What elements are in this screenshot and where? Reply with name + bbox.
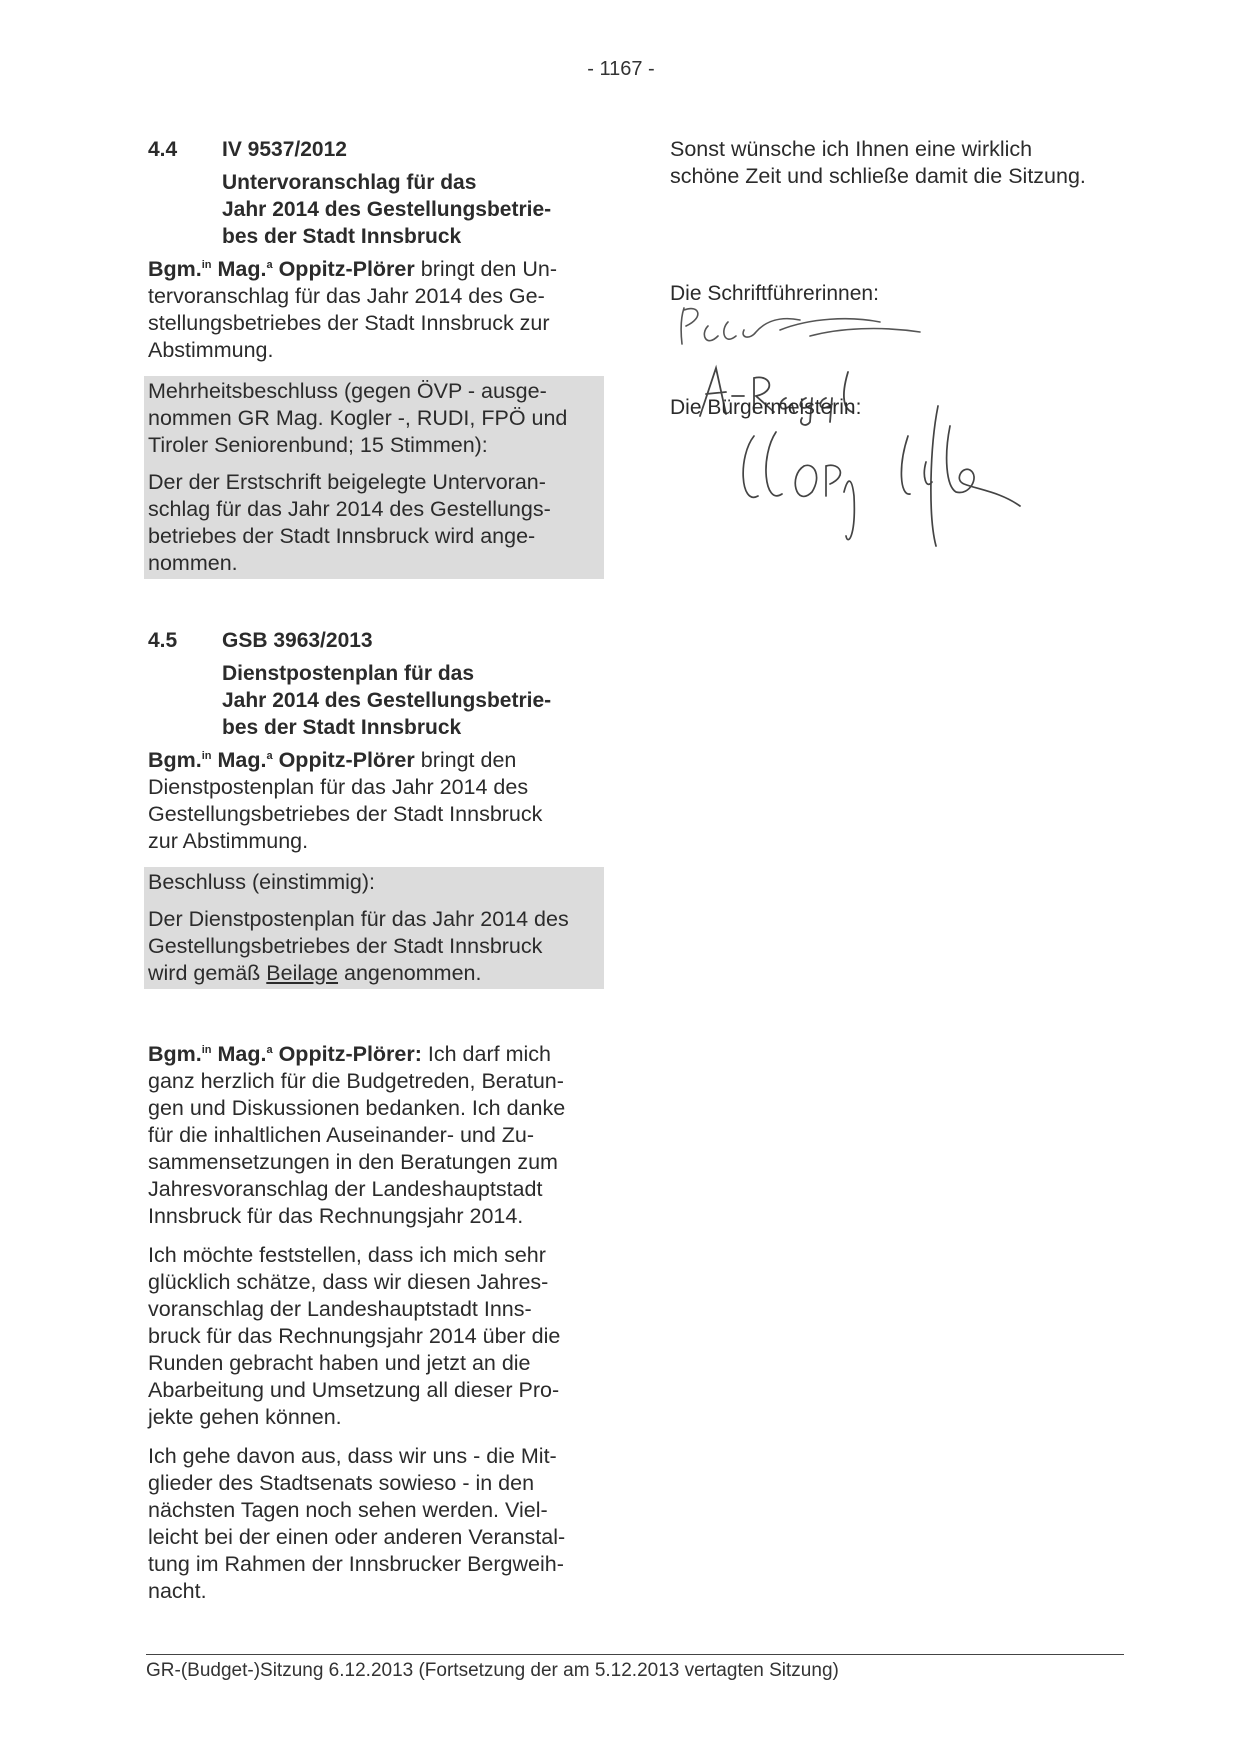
resolution-line: Tiroler Seniorenbund; 15 Stimmen): <box>148 433 488 457</box>
secretaries-label: Die Schriftführerinnen: <box>670 282 879 305</box>
decision-line: Gestellungsbetriebes der Stadt Innsbruck <box>148 934 543 958</box>
agenda-item-4-5 <box>148 627 604 989</box>
item-number: 4.5 <box>148 629 178 652</box>
signature-mayor <box>730 396 1050 546</box>
decision-line: wird gemäß Beilage angenommen. <box>148 961 482 985</box>
item-reference: GSB 3963/2013 <box>222 629 373 652</box>
item-reference: IV 9537/2012 <box>222 138 347 161</box>
footer: GR-(Budget-)Sitzung 6.12.2013 (Fortsetzung der am 5.12.2013 vertagten Sitzung) <box>146 1660 839 1681</box>
title-line: Jahr 2014 des Gestellungsbetrie- <box>222 689 552 712</box>
attachment-link[interactable]: Beilage <box>266 961 339 985</box>
speaker-name: Bgm.$^{in}$ Mag.$^a$ Oppitz-Plörer <box>148 257 415 281</box>
item-title <box>222 169 604 250</box>
title-line: bes der Stadt Innsbruck <box>222 716 462 739</box>
resolution-line: Mehrheitsbeschluss (gegen ÖVP - ausge- <box>148 379 547 403</box>
speaker-name: Bgm.$^{in}$ Mag.$^a$ Oppitz-Plörer: <box>148 1042 422 1066</box>
resolution-box <box>144 376 604 579</box>
closing-paragraph-1: Bgm.$^{in}$ Mag.$^a$ Oppitz-Plörer: Ich darf mich ganz herzlich für die Budgetreden, Beratun- gen und Diskussionen bedanken. Ich danke für die inhaltlichen Auseinander- und Zu- sammensetzungen in den Beratungen zum Jahresvoranschlag der Landeshauptstadt Innsbruck für das Rechnungsjahr 2014. <box>148 1042 566 1228</box>
decision-line: betriebes der Stadt Innsbruck wird ange- <box>148 524 536 548</box>
item-body: Bgm.$^{in}$ Mag.$^a$ Oppitz-Plörer bringt den Dienstpostenplan für das Jahr 2014 des Gestellungsbetriebes der Stadt Innsbruck zur Abstimmung. <box>148 748 543 853</box>
right-column <box>670 136 1150 419</box>
closing-statement: Sonst wünsche ich Ihnen eine wirklich schöne Zeit und schließe damit die Sitzung. <box>670 137 1086 188</box>
mayor-label: Die Bürgermeisterin: <box>670 396 862 419</box>
page-number: - 1167 - <box>587 58 655 80</box>
item-body: Bgm.$^{in}$ Mag.$^a$ Oppitz-Plörer bringt den Un- tervoranschlag für das Jahr 2014 des Ge- stellungsbetriebes der Stadt Innsbruck zur Abstimmung. <box>148 257 557 362</box>
title-line: Dienstpostenplan für das <box>222 662 475 685</box>
resolution-line: nommen GR Mag. Kogler -, RUDI, FPÖ und <box>148 406 568 430</box>
closing-remarks <box>148 1041 604 1605</box>
item-number: 4.4 <box>148 138 178 161</box>
decision-line: schlag für das Jahr 2014 des Gestellungs- <box>148 497 551 521</box>
signature-secretary-1 <box>670 296 960 356</box>
title-line: bes der Stadt Innsbruck <box>222 225 462 248</box>
title-line: Jahr 2014 des Gestellungsbetrie- <box>222 198 552 221</box>
footer-divider <box>146 1654 1124 1655</box>
left-column <box>148 136 604 1605</box>
closing-paragraph-2: Ich möchte feststellen, dass ich mich sehr glücklich schätze, dass wir diesen Jahres- voranschlag der Landeshauptstadt Inns- bruck für das Rechnungsjahr 2014 über die Runden gebracht haben und jetzt an die Abarbeitung und Umsetzung all dieser Pro- jekte gehen können. <box>148 1243 561 1429</box>
decision-line: Der Dienstpostenplan für das Jahr 2014 des <box>148 907 569 931</box>
decision-line: Der der Erstschrift beigelegte Untervoran- <box>148 470 546 494</box>
resolution-box <box>144 867 604 989</box>
agenda-item-4-4 <box>148 136 604 579</box>
decision-line: nommen. <box>148 551 238 575</box>
item-title <box>222 660 604 741</box>
item-header <box>148 136 604 163</box>
closing-paragraph-3: Ich gehe davon aus, dass wir uns - die Mit- glieder des Stadtsenats sowieso - in den nächsten Tagen noch sehen werden. Viel- leicht bei der einen oder anderen Veranstal- tung im Rahmen der Innsbrucker Bergweih- nacht. <box>148 1444 566 1603</box>
resolution-line: Beschluss (einstimmig): <box>148 870 375 894</box>
item-header <box>148 627 604 654</box>
speaker-name: Bgm.$^{in}$ Mag.$^a$ Oppitz-Plörer <box>148 748 415 772</box>
title-line: Untervoranschlag für das <box>222 171 477 194</box>
